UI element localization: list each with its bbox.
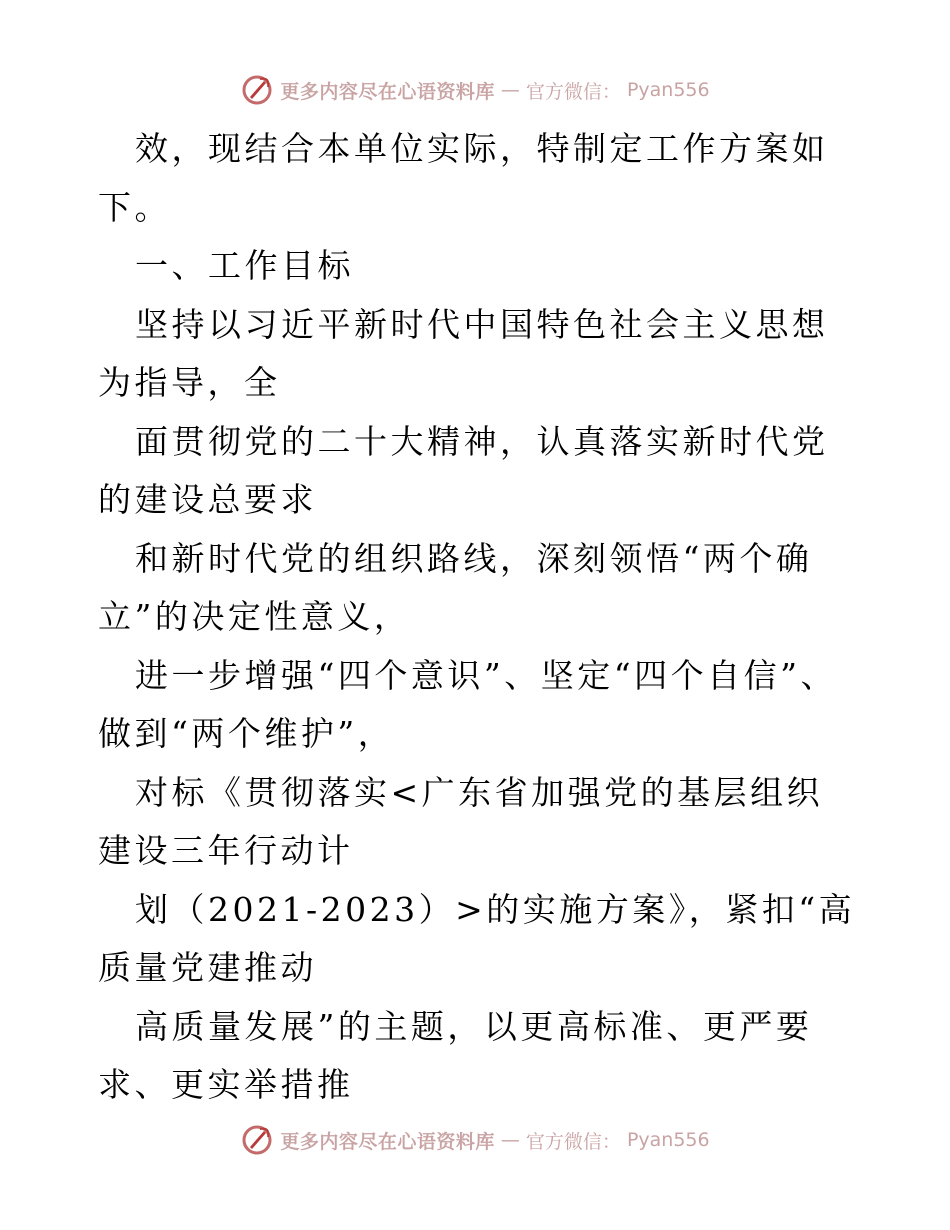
watermark-separator: — xyxy=(500,79,520,101)
watermark-wechat-id: Pyan556 xyxy=(626,1129,710,1151)
watermark-label: 官方微信： xyxy=(525,80,621,103)
paragraph-5: 和新时代党的组织路线，深刻领悟“两个确立”的决定性意义， xyxy=(98,538,813,636)
paragraph-7: 对标《贯彻落实<广东省加强党的基层组织建设三年行动计 xyxy=(98,772,824,870)
watermark-wechat-id: Pyan556 xyxy=(626,79,710,101)
document-body xyxy=(98,120,858,1115)
watermark-separator: — xyxy=(500,1129,520,1151)
header-watermark xyxy=(0,70,950,110)
paragraph-6: 进一步增强“四个意识”、坚定“四个自信”、做到“两个维护”， xyxy=(98,655,837,753)
section-heading-goals: 一、工作目标 xyxy=(135,246,354,285)
paragraph-1: 效，现结合本单位实际，特制定工作方案如下。 xyxy=(98,129,829,227)
watermark-main-text: 更多内容尽在心语资料库 xyxy=(280,1130,495,1153)
quill-pen-circle-icon xyxy=(240,73,274,107)
paragraph-8: 划（2021-2023）>的实施方案》，紧扣“高质量党建推动 xyxy=(98,889,856,987)
paragraph-9: 高质量发展”的主题，以更高标准、更严要求、更实举措推 xyxy=(98,1006,813,1104)
quill-pen-circle-icon xyxy=(240,1123,274,1157)
footer-watermark xyxy=(0,1120,950,1160)
watermark-label: 官方微信： xyxy=(525,1130,621,1153)
watermark-main-text: 更多内容尽在心语资料库 xyxy=(280,80,495,103)
paragraph-4: 面贯彻党的二十大精神，认真落实新时代党的建设总要求 xyxy=(98,421,829,519)
paragraph-3: 坚持以习近平新时代中国特色社会主义思想为指导，全 xyxy=(98,304,829,402)
